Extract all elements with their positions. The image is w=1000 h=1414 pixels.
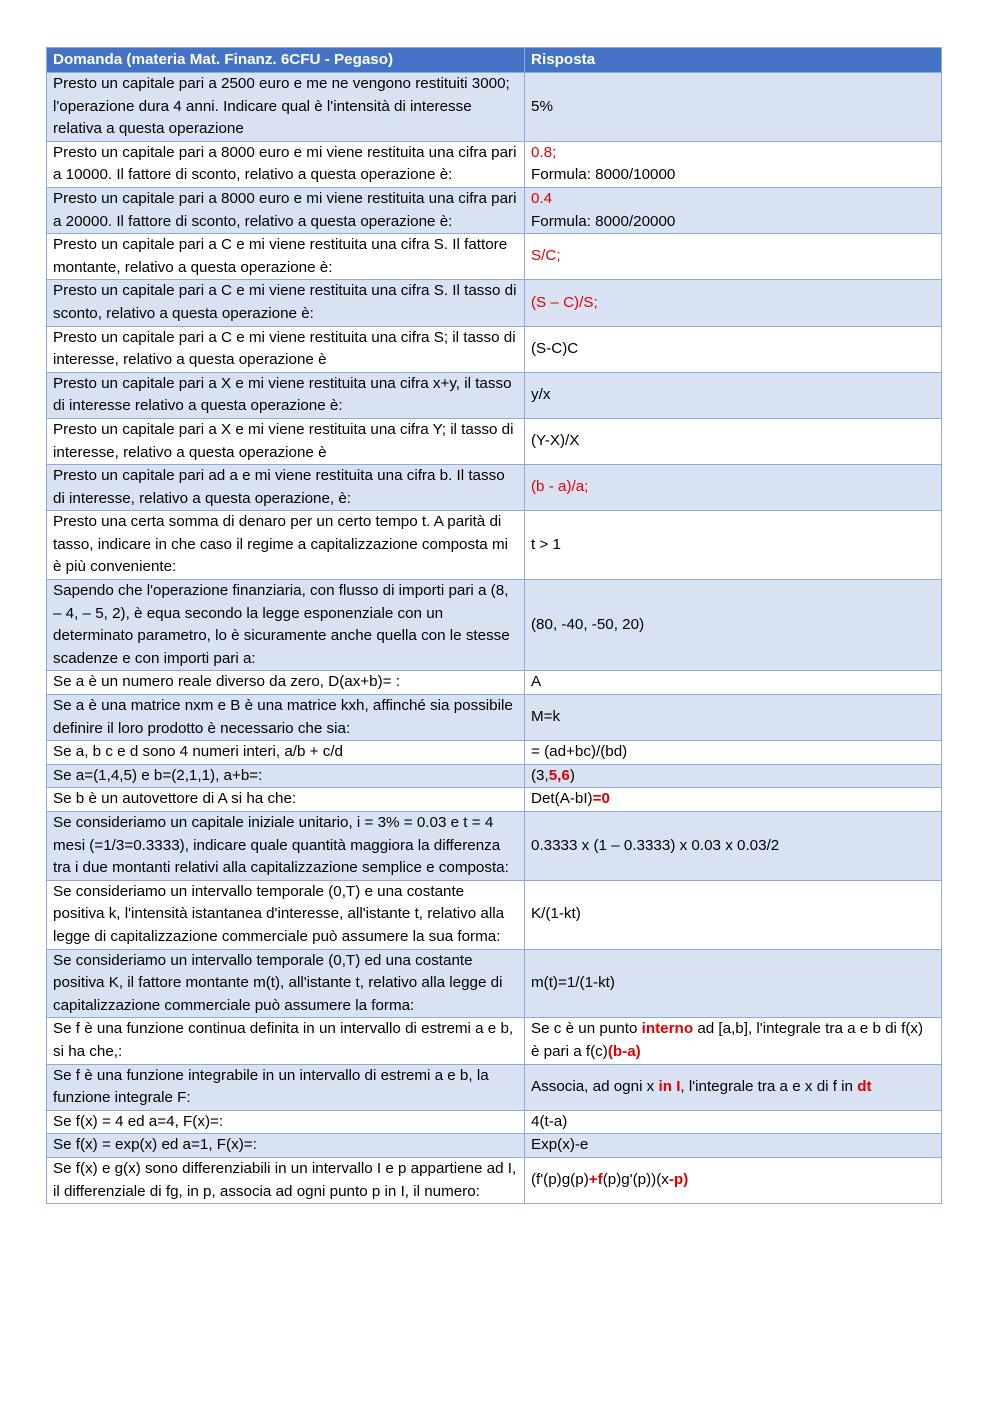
answer-cell	[525, 1018, 942, 1064]
answer-cell	[525, 141, 942, 187]
answer-cell: K/(1-kt)	[525, 880, 942, 949]
answer-cell	[525, 764, 942, 788]
table-row	[47, 372, 942, 418]
answer-value: 0.4	[531, 189, 553, 207]
answer-cell	[525, 1064, 942, 1110]
table-row	[47, 1157, 942, 1203]
table-row	[47, 418, 942, 464]
answer-cell: S/C;	[525, 234, 942, 280]
table-row	[47, 949, 942, 1018]
table-row	[47, 187, 942, 233]
question-cell: Presto un capitale pari a C e mi viene restituita una cifra S; il tasso di interesse, relativo a questa operazione è	[47, 326, 525, 372]
table-row	[47, 1018, 942, 1064]
answer-formula: Formula: 8000/20000	[531, 212, 676, 230]
table-row	[47, 764, 942, 788]
question-cell: Presto un capitale pari a 8000 euro e mi viene restituita una cifra pari a 20000. Il fattore di sconto, relativo a questa operazione è:	[47, 187, 525, 233]
question-cell: Se a=(1,4,5) e b=(2,1,1), a+b=:	[47, 764, 525, 788]
answer-highlight: interno	[641, 1020, 694, 1038]
question-cell: Sapendo che l'operazione finanziaria, con flusso di importi pari a (8, – 4, – 5, 2), è equa secondo la legge esponenziale con un determinato parametro, lo è sicuramente anche quella con le stesse scadenze e con importi pari a:	[47, 580, 525, 671]
answer-cell: (b - a)/a;	[525, 465, 942, 511]
table-row	[47, 580, 942, 671]
table-row	[47, 511, 942, 580]
answer-cell: M=k	[525, 695, 942, 741]
question-cell: Presto un capitale pari a 8000 euro e mi viene restituita una cifra pari a 10000. Il fattore di sconto, relativo a questa operazione è:	[47, 141, 525, 187]
question-cell: Presto un capitale pari ad a e mi viene restituita una cifra b. Il tasso di interesse, relativo a questa operazione, è:	[47, 465, 525, 511]
table-row	[47, 788, 942, 812]
question-cell: Se a è una matrice nxm e B è una matrice kxh, affinché sia possibile definire il loro prodotto è necessario che sia:	[47, 695, 525, 741]
table-row	[47, 741, 942, 765]
table-row	[47, 671, 942, 695]
question-cell: Se f è una funzione continua definita in un intervallo di estremi a e b, si ha che,:	[47, 1018, 525, 1064]
header-answer: Risposta	[525, 48, 942, 73]
answer-value: 0.8;	[531, 143, 557, 161]
answer-cell: A	[525, 671, 942, 695]
question-cell: Se a è un numero reale diverso da zero, D(ax+b)= :	[47, 671, 525, 695]
answer-cell: 0.3333 x (1 – 0.3333) x 0.03 x 0.03/2	[525, 812, 942, 881]
question-cell: Presto una certa somma di denaro per un certo tempo t. A parità di tasso, indicare in che caso il regime a capitalizzazione composta mi è più conveniente:	[47, 511, 525, 580]
qa-table	[46, 47, 942, 1204]
answer-highlight: -p)	[668, 1171, 689, 1189]
table-row	[47, 73, 942, 142]
question-cell: Presto un capitale pari a C e mi viene restituita una cifra S. Il tasso di sconto, relativo a questa operazione è:	[47, 280, 525, 326]
answer-highlight: dt	[857, 1077, 872, 1095]
answer-cell: y/x	[525, 372, 942, 418]
answer-text: Det(A-bI)	[531, 790, 593, 808]
question-cell: Se consideriamo un capitale iniziale unitario, i = 3% = 0.03 e t = 4 mesi (=1/3=0.3333), indicare quale quantità maggiora la differenza tra i due montanti relativi alla capitalizzazione semplice e composta:	[47, 812, 525, 881]
question-cell: Se consideriamo un intervallo temporale (0,T) ed una costante positiva K, il fattore montante m(t), all'istante t, relativo alla legge di capitalizzazione commerciale può assumere la forma:	[47, 949, 525, 1018]
answer-cell: t > 1	[525, 511, 942, 580]
table-row	[47, 812, 942, 881]
question-cell: Presto un capitale pari a X e mi viene restituita una cifra x+y, il tasso di interesse relativo a questa operazione è:	[47, 372, 525, 418]
answer-cell	[525, 187, 942, 233]
question-cell: Presto un capitale pari a C e mi viene restituita una cifra S. Il fattore montante, relativo a questa operazione è:	[47, 234, 525, 280]
question-cell: Presto un capitale pari a X e mi viene restituita una cifra Y; il tasso di interesse, relativo a questa operazione è	[47, 418, 525, 464]
answer-formula: Formula: 8000/10000	[531, 166, 676, 184]
answer-text: (3,	[531, 766, 549, 784]
answer-highlight: 5,6	[548, 766, 570, 784]
table-row	[47, 880, 942, 949]
question-cell: Se f(x) = 4 ed a=4, F(x)=:	[47, 1110, 525, 1134]
answer-cell: (80, -40, -50, 20)	[525, 580, 942, 671]
table-row	[47, 234, 942, 280]
table-header-row	[47, 48, 942, 73]
answer-text: ad [a,b], l'integrale tra a e b di f(x) è pari a f(c)	[531, 1020, 924, 1060]
answer-text: Associa, ad ogni x	[531, 1077, 659, 1095]
answer-highlight: in I	[658, 1077, 681, 1095]
answer-cell: 5%	[525, 73, 942, 142]
answer-cell	[525, 1157, 942, 1203]
answer-cell: (S – C)/S;	[525, 280, 942, 326]
answer-cell: Exp(x)-e	[525, 1134, 942, 1158]
answer-text: , l'integrale tra a e x di f in	[680, 1077, 858, 1095]
table-row	[47, 1134, 942, 1158]
table-row	[47, 141, 942, 187]
answer-cell: (S-C)C	[525, 326, 942, 372]
answer-text: )	[569, 766, 575, 784]
question-cell: Se a, b c e d sono 4 numeri interi, a/b + c/d	[47, 741, 525, 765]
header-question: Domanda (materia Mat. Finanz. 6CFU - Pegaso)	[47, 48, 525, 73]
table-row	[47, 695, 942, 741]
answer-highlight: (b-a)	[607, 1042, 641, 1060]
answer-cell: (Y-X)/X	[525, 418, 942, 464]
answer-text: (p)g'(p))(x	[602, 1171, 669, 1189]
table-row	[47, 326, 942, 372]
answer-text: Se c è un punto	[531, 1020, 642, 1038]
question-cell: Se f(x) e g(x) sono differenziabili in un intervallo I e p appartiene ad I, il differenziale di fg, in p, associa ad ogni punto p in I, il numero:	[47, 1157, 525, 1203]
question-cell: Se b è un autovettore di A si ha che:	[47, 788, 525, 812]
question-cell: Se f è una funzione integrabile in un intervallo di estremi a e b, la funzione integrale F:	[47, 1064, 525, 1110]
answer-highlight: +f	[588, 1171, 603, 1189]
answer-cell	[525, 788, 942, 812]
answer-highlight: =0	[592, 790, 610, 808]
question-cell: Presto un capitale pari a 2500 euro e me ne vengono restituiti 3000; l'operazione dura 4 anni. Indicare qual è l'intensità di interesse relativa a questa operazione	[47, 73, 525, 142]
table-row	[47, 465, 942, 511]
answer-cell: = (ad+bc)/(bd)	[525, 741, 942, 765]
question-cell: Se f(x) = exp(x) ed a=1, F(x)=:	[47, 1134, 525, 1158]
table-row	[47, 280, 942, 326]
answer-text: (f'(p)g(p)	[531, 1171, 589, 1189]
table-row	[47, 1110, 942, 1134]
document-page	[46, 47, 941, 1204]
question-cell: Se consideriamo un intervallo temporale (0,T) e una costante positiva k, l'intensità istantanea d'interesse, all'istante t, relativo alla legge di capitalizzazione commerciale può assumere la sua forma:	[47, 880, 525, 949]
answer-cell: m(t)=1/(1-kt)	[525, 949, 942, 1018]
answer-cell: 4(t-a)	[525, 1110, 942, 1134]
table-row	[47, 1064, 942, 1110]
